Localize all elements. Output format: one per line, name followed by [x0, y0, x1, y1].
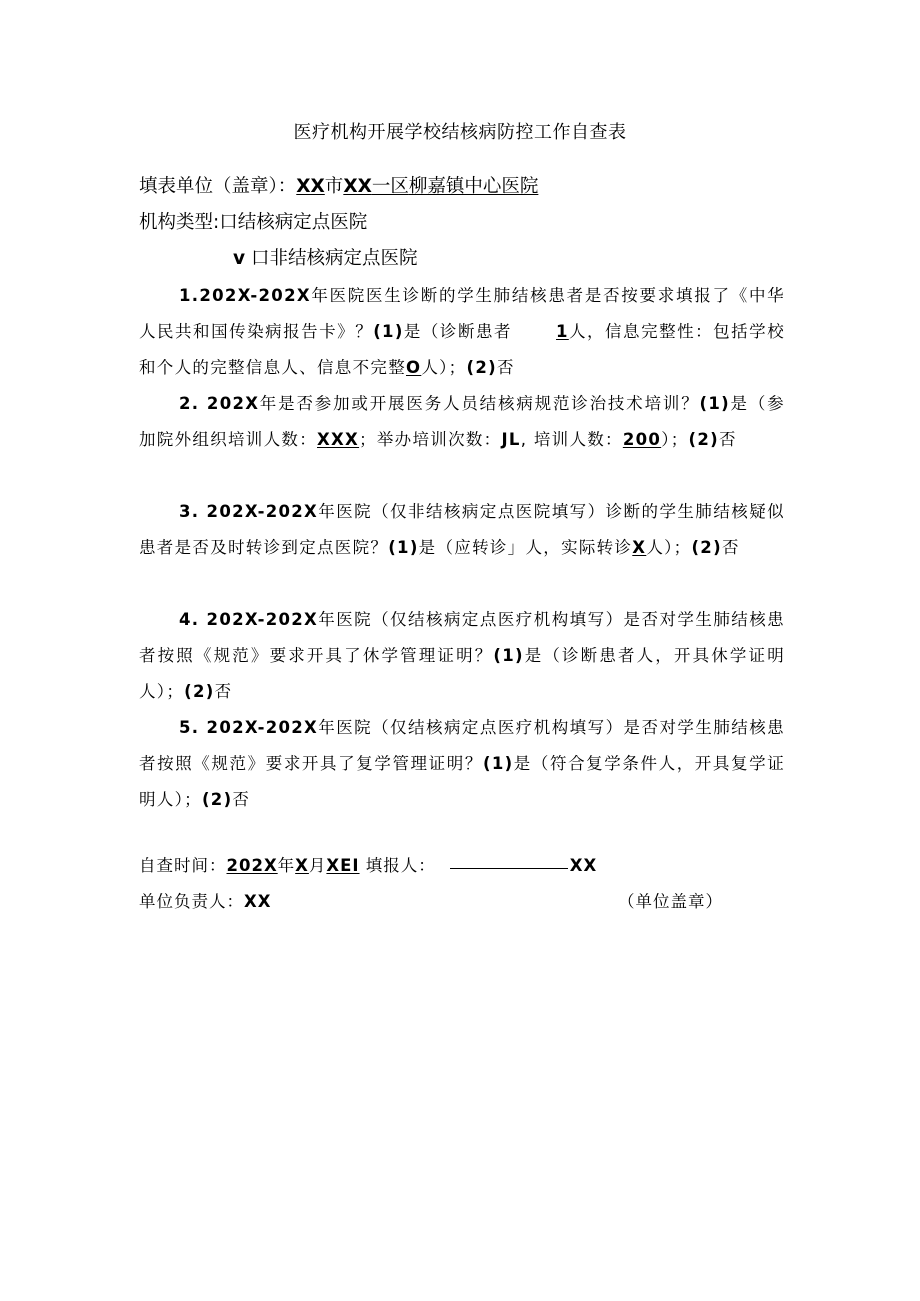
- q2-text-3: ；举办培训次数：: [359, 430, 502, 449]
- q2-number: 2. 202X: [179, 394, 260, 413]
- q3-referred-count: X: [632, 538, 647, 557]
- filler-blank-line: [450, 868, 568, 869]
- q4-text: 年医院（仅结核病定点医疗机构填写）是否对学生肺结核患者按照《规范》要求开具了休学管理证明？: [139, 610, 785, 665]
- q2-trainee-count: 200: [622, 430, 662, 449]
- hospital-name: 柳嘉镇中心医院: [408, 176, 539, 197]
- year-suffix: 年: [277, 856, 296, 875]
- fill-unit-label: 填表单位（盖章）：: [139, 176, 297, 197]
- q3-text-4: 否: [721, 538, 740, 557]
- q5-number: 5. 202X-202X: [179, 718, 319, 737]
- q2-text-4: , 培训人数：: [520, 430, 623, 449]
- fill-unit-line: [139, 172, 538, 198]
- leader-line: [139, 888, 271, 912]
- org-type-line-2: [233, 244, 417, 270]
- q2-option-yes: (1): [699, 394, 731, 413]
- q4-text-2: 是（诊断患者人，开具休学证明人）；: [139, 646, 786, 701]
- org-type-option-non-tb-hospital: 口非结核病定点医院: [250, 248, 418, 269]
- q3-number: 3. 202X-202X: [179, 502, 319, 521]
- q1-text-3: 人，信息完整性：包括学校和个人的完整信息人、信息不完整: [139, 322, 785, 377]
- day-value: XEI: [326, 856, 360, 875]
- q2-session-count: JL: [501, 430, 521, 449]
- question-1: [139, 278, 785, 386]
- month-suffix: 月: [308, 856, 327, 875]
- org-type-option-tb-hospital: 口结核病定点医院: [219, 212, 368, 233]
- leader-value: XX: [244, 892, 272, 911]
- q3-text-3: 人）；: [646, 538, 692, 557]
- filler-label: 填报人：: [365, 856, 436, 875]
- q2-text-5: ）；: [661, 430, 689, 449]
- month-value: X: [295, 856, 309, 875]
- q1-diagnosed-count: 1: [556, 322, 569, 341]
- q1-number: 1.202X-202X: [179, 286, 311, 305]
- org-type-line: [139, 208, 367, 234]
- org-type-label: 机构类型:: [139, 212, 220, 233]
- q1-text-2: 是（诊断患者: [403, 322, 513, 341]
- q3-text-2: 是（应转诊」人，实际转诊: [418, 538, 633, 557]
- self-check-line: [139, 852, 597, 876]
- year-value: 202X: [226, 856, 278, 875]
- q3-text: 年医院（仅非结核病定点医院填写）诊断的学生肺结核疑似患者是否及时转诊到定点医院？: [139, 502, 785, 557]
- q2-text-6: 否: [719, 430, 737, 449]
- check-mark: v: [233, 248, 246, 269]
- q1-option-no: (2): [466, 358, 497, 377]
- q5-text-2: 是（符合复学条件人，开具复学证明人）；: [139, 754, 786, 809]
- unit-stamp-note: （单位盖章）: [618, 892, 723, 911]
- q4-option-yes: (1): [493, 646, 524, 665]
- q1-option-yes: (1): [373, 322, 404, 341]
- city-suffix: 市: [324, 176, 344, 197]
- date-label: 自查时间：: [139, 856, 227, 875]
- district-suffix: 一区: [371, 176, 409, 197]
- q3-option-yes: (1): [388, 538, 419, 557]
- q4-option-no: (2): [184, 682, 215, 701]
- question-3: [139, 494, 785, 566]
- question-2: [139, 386, 785, 458]
- q5-text-3: 否: [232, 790, 251, 809]
- q1-text: 年医院医生诊断的学生肺结核患者是否按要求填报了《中华人民共和国传染病报告卡》？: [139, 286, 785, 341]
- q1-text-5: 否: [496, 358, 515, 377]
- district-value: XX: [343, 176, 372, 197]
- q2-option-no: (2): [688, 430, 720, 449]
- q5-option-no: (2): [201, 790, 233, 809]
- question-4: [139, 602, 785, 710]
- q2-text: 年是否参加或开展医务人员结核病规范诊治技术培训？: [259, 394, 700, 413]
- q2-external-training-count: XXX: [317, 430, 360, 449]
- q4-text-3: 否: [214, 682, 233, 701]
- q4-number: 4. 202X-202X: [179, 610, 319, 629]
- q2-text-2: 是（参加院外组织培训人数：: [139, 394, 785, 449]
- q5-option-yes: (1): [482, 754, 514, 773]
- filler-value: XX: [569, 856, 598, 875]
- q1-text-4: 人）；: [421, 358, 467, 377]
- question-5: [139, 710, 785, 818]
- q5-text: 年医院（仅结核病定点医疗机构填写）是否对学生肺结核患者按照《规范》要求开具了复学管理证明？: [139, 718, 785, 773]
- q1-incomplete-count: O: [406, 358, 422, 377]
- leader-label: 单位负责人：: [139, 892, 244, 911]
- city-value: XX: [296, 176, 325, 197]
- q3-option-no: (2): [691, 538, 722, 557]
- page-title: 医疗机构开展学校结核病防控工作自查表: [293, 122, 627, 143]
